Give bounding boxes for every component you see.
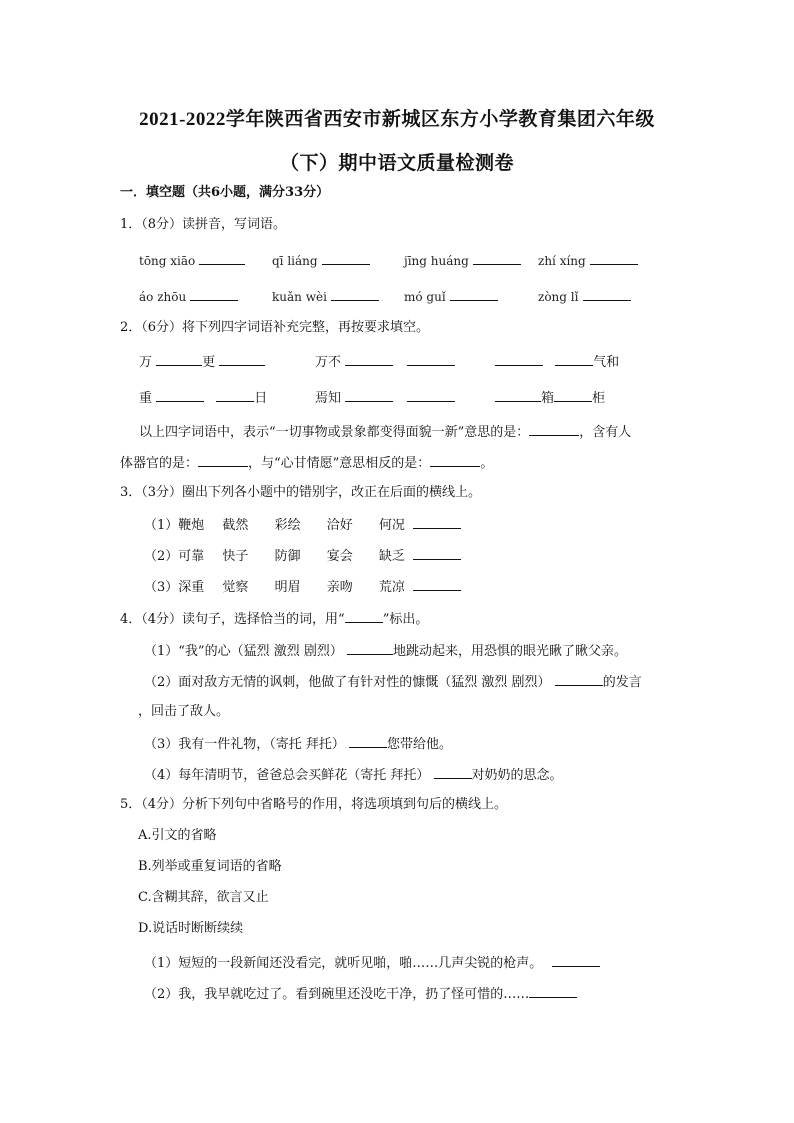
answer-blank[interactable] xyxy=(345,387,393,402)
q4-s4 xyxy=(144,764,563,786)
q2-char: 日 xyxy=(254,391,268,406)
q3-word: 洽好 xyxy=(326,518,353,533)
q4-s3 xyxy=(144,733,452,755)
q3-stem: 3．（3分）圈出下列各小题中的错别字，改正在后面的横线上。 xyxy=(120,485,482,500)
answer-blank[interactable] xyxy=(495,351,543,366)
exam-title-line1: 2021-2022学年陕西省西安市新城区东方小学教育集团六年级 xyxy=(139,109,655,130)
answer-blank[interactable] xyxy=(322,250,370,265)
q3-word: （3）深重 xyxy=(144,580,205,595)
q3-word: 防御 xyxy=(274,549,301,564)
answer-blank[interactable] xyxy=(450,286,498,301)
q1-row1d xyxy=(538,250,638,272)
q4-stem-text: 4．（4分）读句子，选择恰当的词，用“ xyxy=(120,612,345,627)
q4-text: 的发言 xyxy=(602,675,642,690)
answer-blank[interactable] xyxy=(219,351,265,366)
q4-stem xyxy=(120,608,428,630)
q4-text: （3）我有一件礼物，（寄托 拜托） xyxy=(144,737,345,752)
answer-blank[interactable] xyxy=(434,764,472,779)
q4-text: 对奶奶的思念。 xyxy=(471,768,563,783)
answer-blank[interactable] xyxy=(216,387,254,402)
q5-option-c: C.含糊其辞，欲言又止 xyxy=(138,890,269,905)
answer-blank[interactable] xyxy=(413,514,461,529)
q4-stem-text: ”标出。 xyxy=(382,612,429,627)
q3-word: （1）鞭炮 xyxy=(144,518,205,533)
q2-row1a xyxy=(139,351,265,373)
pinyin-4: zhí xíng xyxy=(538,254,586,268)
answer-blank[interactable] xyxy=(331,286,379,301)
q2-char: 焉知 xyxy=(315,391,342,406)
pinyin-3: jīng huáng xyxy=(404,254,469,268)
answer-blank[interactable] xyxy=(347,640,393,655)
section-heading: 一．填空题（共6小题，满分33分） xyxy=(120,185,330,200)
q1-row1 xyxy=(139,250,245,272)
pinyin-5: áo zhōu xyxy=(139,290,187,304)
q3-word: 荒凉 xyxy=(378,580,405,595)
q2-stem: 2．（6分）将下列四字词语补充完整，再按要求填空。 xyxy=(120,320,430,335)
answer-blank[interactable] xyxy=(583,286,631,301)
q3-word: 截然 xyxy=(222,518,249,533)
answer-blank[interactable] xyxy=(430,452,480,467)
q3-word: 何况 xyxy=(378,518,405,533)
q2-row1c xyxy=(495,351,619,373)
q3-word: 明眉 xyxy=(274,580,301,595)
q5-text: （2）我，我早就吃过了。看到碗里还没吃干净，扔了怪可惜的…… xyxy=(144,987,530,1002)
answer-blank[interactable] xyxy=(407,351,455,366)
q2-char: 重 xyxy=(139,391,153,406)
q2-text-line2 xyxy=(120,452,493,474)
answer-blank[interactable] xyxy=(473,250,521,265)
answer-blank[interactable] xyxy=(554,387,592,402)
q4-text: （4）每年清明节，爸爸总会买鲜花（寄托 拜托） xyxy=(144,768,430,783)
pinyin-6: kuǎn wèi xyxy=(272,290,327,304)
answer-blank[interactable] xyxy=(413,545,461,560)
q5-option-b: B.列举或重复词语的省略 xyxy=(138,859,282,874)
answer-blank[interactable] xyxy=(529,983,577,998)
q3-word: 觉察 xyxy=(222,580,249,595)
pinyin-7: mó guǐ xyxy=(404,290,446,304)
q1-row2c xyxy=(404,286,498,308)
answer-blank[interactable] xyxy=(190,286,238,301)
q3-word: 宴会 xyxy=(326,549,353,564)
answer-blank[interactable] xyxy=(495,387,541,402)
q5-s2 xyxy=(144,983,577,1005)
q1-row2 xyxy=(139,286,238,308)
q2-char: 万不 xyxy=(315,355,342,370)
q2-char: 箱 xyxy=(541,391,555,406)
q4-text: （2）面对敌方无情的讽刺，他做了有针对性的慷慨（猛烈 激烈 剧烈） xyxy=(144,675,551,690)
q2-row1b xyxy=(315,351,455,373)
q4-text: 地跳动起来，用恐惧的眼光瞅了瞅父亲。 xyxy=(392,644,627,659)
q5-option-d: D.说话时断断续续 xyxy=(138,921,244,936)
q2-row2b xyxy=(315,387,455,409)
q3-row3 xyxy=(144,576,461,598)
q3-word: 缺乏 xyxy=(378,549,405,564)
q4-text: 您带给他。 xyxy=(387,737,453,752)
q5-s1 xyxy=(144,952,600,974)
answer-blank[interactable] xyxy=(156,387,204,402)
q1-stem: 1．（8分）读拼音，写词语。 xyxy=(120,217,287,232)
q2-text: ，含有人 xyxy=(579,425,632,440)
pinyin-1: tōng xiāo xyxy=(139,254,196,268)
q2-char: 更 xyxy=(202,355,216,370)
answer-blank[interactable] xyxy=(555,671,603,686)
q1-row1b xyxy=(272,250,370,272)
answer-blank[interactable] xyxy=(529,421,579,436)
q2-text: 以上四字词语中，表示“一切事物或景象都变得面貌一新”意思的是： xyxy=(139,425,530,440)
answer-blank[interactable] xyxy=(156,351,202,366)
q2-row2c xyxy=(495,387,605,409)
q2-text: 。 xyxy=(480,456,494,471)
answer-blank[interactable] xyxy=(407,387,455,402)
answer-blank[interactable] xyxy=(555,351,593,366)
q1-row1c xyxy=(404,250,521,272)
q4-s2-cont: ，回击了敌人。 xyxy=(138,704,230,719)
q3-word: （2）可靠 xyxy=(144,549,205,564)
q2-text: ，与“心甘情愿”意思相反的是： xyxy=(248,456,431,471)
q2-text-line1 xyxy=(139,421,631,443)
answer-blank[interactable] xyxy=(198,452,248,467)
exam-title-line2: （下）期中语文质量检测卷 xyxy=(279,153,514,174)
q4-s1 xyxy=(144,640,627,662)
q5-text: （1）短短的一段新闻还没看完，就听见啪，啪……几声尖锐的枪声。 xyxy=(144,956,543,971)
answer-blank[interactable] xyxy=(552,952,600,967)
pinyin-8: zòng lǐ xyxy=(538,290,579,304)
answer-blank[interactable] xyxy=(199,250,245,265)
q4-s2 xyxy=(144,671,642,693)
answer-blank[interactable] xyxy=(349,733,387,748)
q2-char: 柜 xyxy=(592,391,606,406)
answer-blank[interactable] xyxy=(413,576,461,591)
answer-blank[interactable] xyxy=(590,250,638,265)
pinyin-2: qī liáng xyxy=(272,254,318,268)
q5-option-a: A.引文的省略 xyxy=(138,828,217,843)
q3-row2 xyxy=(144,545,461,567)
q1-row2d xyxy=(538,286,631,308)
q2-text: 体器官的是： xyxy=(120,456,199,471)
q4-text: （1）“我”的心（猛烈 激烈 剧烈） xyxy=(144,644,343,659)
answer-blank[interactable] xyxy=(345,351,393,366)
q2-char: 气和 xyxy=(593,355,620,370)
q3-word: 彩绘 xyxy=(274,518,301,533)
q3-word: 亲吻 xyxy=(326,580,353,595)
q1-row2b xyxy=(272,286,379,308)
q3-row1 xyxy=(144,514,461,536)
q2-char: 万 xyxy=(139,355,153,370)
underline-sample xyxy=(345,608,383,623)
q5-stem: 5．（4分）分析下列句中省略号的作用，将选项填到句后的横线上。 xyxy=(120,797,508,812)
q2-row2a xyxy=(139,387,267,409)
q3-word: 快子 xyxy=(222,549,249,564)
